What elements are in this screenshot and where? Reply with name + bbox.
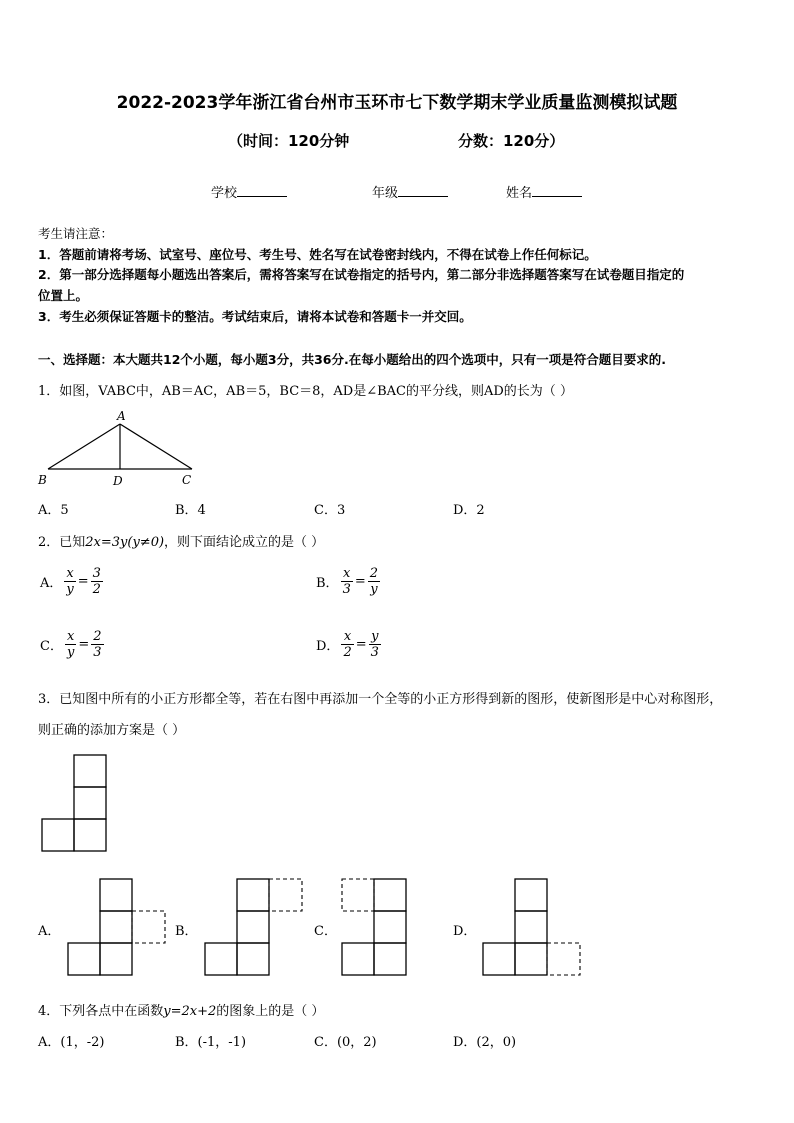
square (42, 819, 74, 851)
q4-option-c[interactable]: C．(0，2) (314, 1035, 377, 1050)
square (374, 879, 406, 911)
added-square (342, 879, 374, 911)
q1-option-b[interactable]: B．4 (175, 503, 206, 518)
q1-option-c[interactable]: C．3 (314, 503, 346, 518)
square (342, 943, 374, 975)
added-square (269, 879, 302, 911)
q1-option-a[interactable]: A．5 (38, 503, 69, 518)
exam-score: 分数：120分） (458, 132, 565, 150)
square (374, 911, 406, 943)
q4-option-b[interactable]: B．(-1，-1) (175, 1035, 247, 1050)
q4-expression: y=2x+2 (163, 1004, 217, 1019)
square (483, 943, 515, 975)
q2-option-c[interactable]: C． $\frac{x}{y}$ = $\frac{2}{3}$ (40, 629, 102, 660)
section-heading: 一、选择题：本大题共12个小题，每小题3分，共36分.在每小题给出的四个选项中，只有一项是符合题目要求的. (38, 352, 666, 367)
square (237, 879, 269, 911)
square (100, 911, 132, 943)
label-d: D (113, 474, 123, 488)
square (374, 943, 406, 975)
square (74, 755, 106, 787)
side-ac (120, 424, 192, 469)
q4-stem: 4．下列各点中在函数y=2x+2的图象上的是（ ） (38, 1004, 325, 1019)
q2-option-d[interactable]: D． $\frac{x}{2}$ = $\frac{y}{3}$ (316, 629, 379, 660)
q3-base-figure (41, 754, 111, 854)
q3-option-a-label[interactable]: A． (38, 924, 61, 939)
grade-field[interactable] (372, 182, 448, 201)
square (237, 911, 269, 943)
notice-heading: 考生请注意： (38, 226, 114, 241)
q3-stem-line2: 则正确的添加方案是（ ） (38, 723, 186, 738)
q3-option-c-label[interactable]: C． (314, 924, 337, 939)
square (100, 879, 132, 911)
q2-stem: 2．已知2x=3y(y≠0)，则下面结论成立的是（ ） (38, 535, 325, 550)
name-field[interactable] (506, 182, 582, 201)
notice-item: 位置上。 (38, 288, 89, 303)
q3-option-b-label[interactable]: B． (175, 924, 198, 939)
square (68, 943, 100, 975)
notice-item: 3．考生必须保证答题卡的整洁。考试结束后，请将本试卷和答题卡一并交回。 (38, 309, 472, 324)
label-a: A (117, 409, 126, 423)
square (515, 879, 547, 911)
q3-option-b-figure[interactable] (203, 878, 305, 980)
square (205, 943, 237, 975)
school-label: 学校 (211, 186, 238, 201)
q1-option-d[interactable]: D．2 (453, 503, 485, 518)
label-b: B (38, 473, 47, 487)
label-c: C (182, 473, 192, 487)
q3-stem-line1: 3．已知图中所有的小正方形都全等，若在右图中再添加一个全等的小正方形得到新的图形，使新图形是中心对称图形， (38, 692, 723, 707)
side-ab (48, 424, 120, 469)
grade-label: 年级 (372, 186, 399, 201)
q2-option-a[interactable]: A． $\frac{x}{y}$ = $\frac{3}{2}$ (40, 566, 101, 597)
q2-expression: 2x=3y(y≠0) (85, 535, 165, 550)
name-label: 姓名 (506, 186, 533, 201)
added-square (132, 911, 165, 943)
q4-option-d[interactable]: D．(2，0) (453, 1035, 517, 1050)
notice-item: 2．第一部分选择题每小题选出答案后，需将答案写在试卷指定的括号内，第二部分非选择题答案写在试卷题目指定的 (38, 267, 685, 282)
q3-option-c-figure[interactable] (340, 878, 442, 980)
q3-option-d-label[interactable]: D． (453, 924, 477, 939)
q3-option-d-figure[interactable] (481, 878, 583, 980)
school-field[interactable] (211, 182, 287, 201)
square (74, 819, 106, 851)
square (74, 787, 106, 819)
square (237, 943, 269, 975)
q2-option-b[interactable]: B． $\frac{x}{3}$ = $\frac{2}{y}$ (316, 566, 379, 597)
exam-time: （时间：120分钟 (228, 132, 350, 150)
q4-option-a[interactable]: A．(1，-2) (38, 1035, 105, 1050)
square (100, 943, 132, 975)
added-square (547, 943, 580, 975)
q1-triangle-figure (36, 410, 196, 490)
square (515, 911, 547, 943)
notice-item: 1．答题前请将考场、试室号、座位号、考生号、姓名写在试卷密封线内，不得在试卷上作任何标记。 (38, 247, 597, 262)
page-title: 2022-2023学年浙江省台州市玉环市七下数学期末学业质量监测模拟试题 (116, 93, 678, 113)
q1-stem: 1．如图，VABC中，AB＝AC，AB＝5，BC＝8，AD是∠BAC的平分线，则AD的长为（ ） (38, 384, 573, 399)
square (515, 943, 547, 975)
q3-option-a-figure[interactable] (66, 878, 168, 980)
